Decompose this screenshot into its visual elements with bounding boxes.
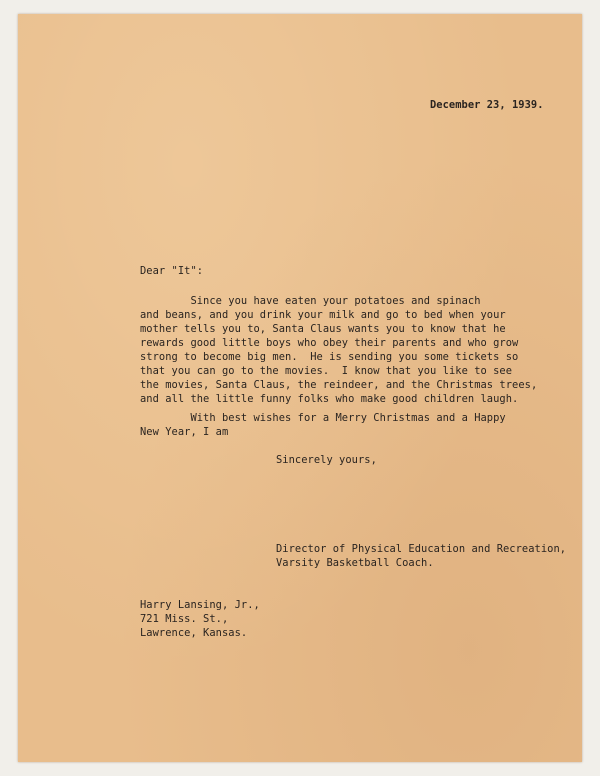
salutation: Dear "It":: [140, 265, 204, 277]
body-line: strong to become big men. He is sending you some tickets so: [140, 351, 519, 363]
body-line: and beans, and you drink your milk and go to bed when your: [140, 309, 506, 321]
signature-title: Varsity Basketball Coach.: [276, 557, 434, 569]
signature-title: Director of Physical Education and Recreation,: [276, 543, 567, 555]
address-line: Harry Lansing, Jr.,: [140, 599, 260, 611]
body-line: Since you have eaten your potatoes and spinach: [140, 295, 481, 307]
body-line: With best wishes for a Merry Christmas and a Happy: [140, 412, 506, 424]
body-line: the movies, Santa Claus, the reindeer, and the Christmas trees,: [140, 379, 538, 391]
body-line: rewards good little boys who obey their parents and who grow: [140, 337, 519, 349]
closing: Sincerely yours,: [276, 454, 377, 466]
letter-date: December 23, 1939.: [430, 99, 544, 111]
address-line: 721 Miss. St.,: [140, 613, 229, 625]
body-line: that you can go to the movies. I know that you like to see: [140, 365, 513, 377]
body-line: mother tells you to, Santa Claus wants you to know that he: [140, 323, 506, 335]
address-line: Lawrence, Kansas.: [140, 627, 248, 639]
body-line: and all the little funny folks who make good children laugh.: [140, 393, 519, 405]
body-line: New Year, I am: [140, 426, 229, 438]
